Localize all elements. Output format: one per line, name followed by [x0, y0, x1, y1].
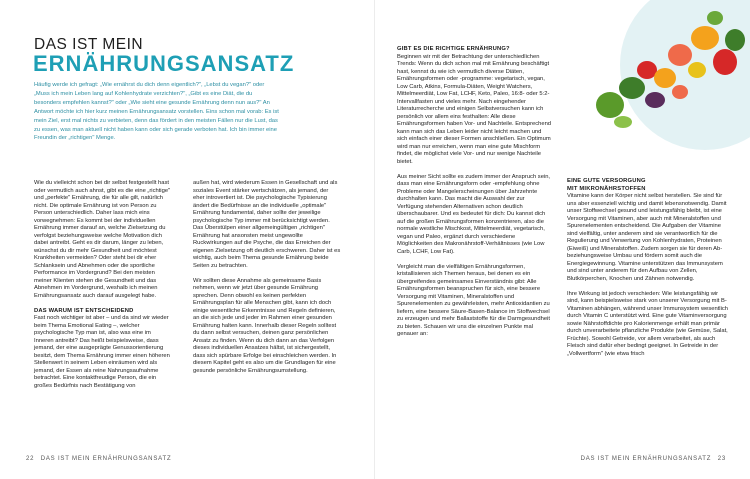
- running-footer: DAS IST MEIN ERNÄHRUNGSANSATZ: [40, 456, 172, 462]
- broccoli-shape: [619, 77, 645, 99]
- right-page: [375, 0, 750, 479]
- body-paragraph: Beginnen wir mit der Betrachtung der unterschiedlichen Trends: Wenn du dich schon mal mit Ernährung beschäftigt hast, kennst du wie ich vermutlich diverse Diäten, Ernährungsformen oder -programme: vegetarisch, vegan, Low Carb, Atkins, Formula-Diäten, Weight Watchers, Mittelmeerdiät, Low Fat, LCHF, Keto, Paleo, 16:8- oder 5:2-Intervallfasten und vieles mehr. Nach eingehender Literaturrecherche und einigen Selbstversuchen kann ich persönlich vor allem eins festhalten: Alle diese Ernährungsformen haben Vor- und Nachteile. Entsprechend kann man sich das Leben leider nicht leicht machen und sich einfach einer dieser Formen anschließen. Ein Optimum wird man nur erreichen, wenn man eine gute Mischform findet, die möglichst viele Vor- und nur wenige Nachteile bietet.: [397, 53, 552, 165]
- tomato-shape: [672, 85, 688, 99]
- body-paragraph: außen hat, wird wiederum Essen in Gesellschaft und als soziales Event stärker wertschätzen, als jemand, der eher introvertiert ist. Die psychologische Typisierung ändert die Bedürfnisse an die individuelle „optimale" Ernährung fundamental, daher sollte der jeweilige psychologische Typ immer mit berücksichtigt werden. Das Überstülpen einer allgemeingültigen „richtigen" Ernährung hat ansonsten meist ungewollte Ruckwirkungen auf die Psyche, die das Erreichen der eigenen Zielsetzung oft deutlich erschweren. Daher ist es wichtig, auch beim Thema gesunde Ernährung beide Seiten zu betrachten.: [193, 180, 341, 269]
- body-paragraph: Vergleicht man die vielfältigen Ernährungsformen, kristallisieren sich Themen heraus, bei denen es ein übergreifendes gemeinsames Einverständnis gibt: Alle Ernährungsformen beanspruchen für sich, eine bessere Versorgung mit Vitaminen, Mineralstoffen und Spurenelementen zu gewährleisten, mehr Antioxidantien zu liefern, eine bessere Säure-Basen-Balance im Stoffwechsel zu erzeugen und mehr Ballaststoffe für die Darmgesundheit zu bieten. Schauen wir uns die einzelnen Punkte mal genauer an:: [397, 263, 550, 337]
- section-heading: EINE GUTE VERSORGUNG: [567, 178, 646, 184]
- left-footer: [22, 456, 171, 462]
- citrus-shape: [691, 26, 719, 50]
- apple-shape: [596, 92, 624, 118]
- left-column-1: [34, 180, 172, 398]
- body-paragraph: Wie du vielleicht schon bei dir selbst festgestellt hast oder vermutlich auch ahnst, gibt es die eine „richtige" und „perfekte" Ernährung, die für alle gilt, natürlich nicht. Die optimale Ernährung ist von Person zu Person unterschiedlich. Daher lass mich eins vorwegnehmen: Es kommt bei der individuellen Ernährung immer darauf an, welche Zielsetzung du verfolgst beziehungsweise welche Motivation dich dabei antreibt. Geht es dir darum, länger zu leben, wünschst du dir mehr Gesundheit und möchtest Krankheiten vermeiden? Oder steht bei dir eher Schlanksein und Abnehmen oder die sportliche Performance im Vordergrund? Bei den meisten meiner Klienten stehen die Gesundheit und das Abnehmen im Vordergrund, weshalb ich meinen Ernährungsansatz auch darauf ausgelegt habe.: [34, 180, 171, 299]
- intro-text: Häufig werde ich gefragt: „Wie ernährst du dich denn eigentlich?", „Lebst du vegan?" oder „Muss ich mein Leben lang auf Kohlenhydrate verzichten?", „Gibt es eine Diät, die du besonders empfehlen kannst?" oder „Wie sieht eine gesunde Ernährung denn nun aus?" An Antwort möchte ich hier kurz meinen Ernährungsansatz vorstellen. Eins schon mal vorab: Es ist mein Ziel, erst mal nichts zu verbieten, denn das fördert in den meisten Fällen nur die Lust, das zu essen, was man aktuell nicht haben kann oder sich gerade verboten hat. Ich bin immer eine Freundin der „richtigen" Menge.: [34, 82, 279, 142]
- body-paragraph: Vitamine kann der Körper nicht selbst herstellen. Sie sind für uns aber essenziell wichtig und damit lebensnotwendig. Damit unser Stoffwechsel gesund und leistungsfähig bleibt, ist eine Versorgung mit Vitaminen, aber auch mit Mineralstoffen und Spurenelementen entscheidend. Die Aufgaben der Vitamine sind vielfältig, unter anderem sind sie verantwortlich für die Regulierung und Verwertung von Kohlenhydraten, Proteinen (Eiweiß) und Mineralstoffen. Zudem sorgen sie für deren Ab- beziehungsweise Umbau und fördern somit auch die Energiegewinnung. Vitamine unterstützen das Immunsystem und sind unter anderem für den Aufbau von Zellen, Blutkörperchen, Knochen und Zähnen notwendig.: [567, 193, 727, 282]
- right-footer: [581, 456, 730, 462]
- pepper-shape: [688, 62, 706, 78]
- grape-shape: [645, 92, 665, 108]
- left-column-2: [193, 180, 341, 383]
- page-number: 23: [717, 456, 726, 462]
- fruit-vegetable-photo-icon: [555, 0, 750, 178]
- body-paragraph: Fast noch wichtiger ist aber – und da sind wir wieder beim Thema Emotional Eating –, welcher psychologische Typ man ist, also was eine im Inneren antreibt? Das heißt beispielsweise, dass jemand, der eine ausgeprägte Genussorientierung besitzt, dem Thema Ernährung immer einen höheren Stellenwert in seinem Leben einräumen wird als jemand, der Essen als reine Nahrungsaufnahme betrachtet. Eine kontaktfreudige Person, die ein großes Bedürfnis nach Bestätigung von: [34, 315, 170, 389]
- chapter-title-line1: DAS IST MEIN: [34, 36, 144, 53]
- intro-paragraph: [34, 81, 280, 143]
- section-heading: MIT MIKRONÄHRSTOFFEN: [567, 185, 646, 192]
- chapter-title-line2: ERNÄHRUNGSANSATZ: [33, 51, 295, 76]
- strawberry-shape: [637, 61, 657, 79]
- pepper-shape: [713, 49, 737, 75]
- body-paragraph: Ihre Wirkung ist jedoch verschieden: Wie leistungsfähig wir sind, kann beispielsweise stark von unserer Versorgung mit B-Vitaminen abhängen, während unser Immunsystem wesentlich durch Vitamin C unterstützt wird. Eine gute Vitaminversorgung sowie Nährstoffdichte pro Kalorienmenge erhält man primär durch unverarbeitete pflanzliche Produkte (wie Gemüse, Salat, Früchte). Sowohl Getreide, vor allem verarbeitet, als auch Fleisch sind dafür eher bedingt geeignet. In Getreide in der „Vollwertform" (wie etwa frisch: [567, 290, 729, 357]
- running-footer: DAS IST MEIN ERNÄHRUNGSANSATZ: [580, 456, 712, 462]
- body-paragraph: Wir sollten diese Annahme als gemeinsame Basis nehmen, wenn wir jetzt über gesunde Ernährung sprechen. Denn obwohl es keinen perfekten Ernährungsplan für alle Menschen gibt, kann ich doch einige wesentliche Erkenntnisse und Regeln definieren, an die sich jede und jeder im Rahmen einer gesunden Ernährung halten kann. Innerhalb dieser Regeln solltest du dann selbst versuchen, deinen ganz persönlichen Ansatz zu finden. Wenn du dich dann an das Verfolgen dieses individuellen Ansatzes hältst, ist sichergestellt, dass sich spürbare Erfolge bei einschleichen werden. In diesem Kapitel geht es also um die Grundlagen für eine gesunde persönliche Ernährungsumstellung.: [193, 277, 337, 374]
- right-column-2: [567, 178, 731, 366]
- orange-shape: [654, 68, 676, 88]
- grapefruit-shape: [668, 44, 692, 66]
- leaf-shape: [725, 29, 745, 51]
- herb-shape: [707, 11, 723, 25]
- page-number: 22: [26, 456, 35, 462]
- lime-shape: [614, 116, 632, 128]
- section-heading: DAS WARUM IST ENTSCHEIDEND: [34, 307, 134, 314]
- section-heading: GIBT ES DIE RICHTIGE ERNÄHRUNG?: [397, 46, 510, 52]
- decor-dot: [731, 12, 739, 20]
- right-column-1: [397, 46, 552, 346]
- body-paragraph: Aus meiner Sicht sollte es zudem immer der Anspruch sein, dass man eine Ernährungsform oder -empfehlung ohne Probleme oder Mangelerscheinungen über Jahrzehnte durchhalten kann. Das macht die Auswahl der zur Verfügung stehenden Alternativen schon deutlich überschaubarer. Und es bedeutet für dich: Du kannst dich auf die großen Ernährungsformen konzentrieren, also die normale westliche Mischkost, Mittelmeerdiät, vegetarisch, vegan und Paleo, ergänzt durch verschiedene Möglichkeiten des Makronährstoff-Verhältnisses (wie Low Carb, LCHF, Low Fat).: [397, 173, 551, 255]
